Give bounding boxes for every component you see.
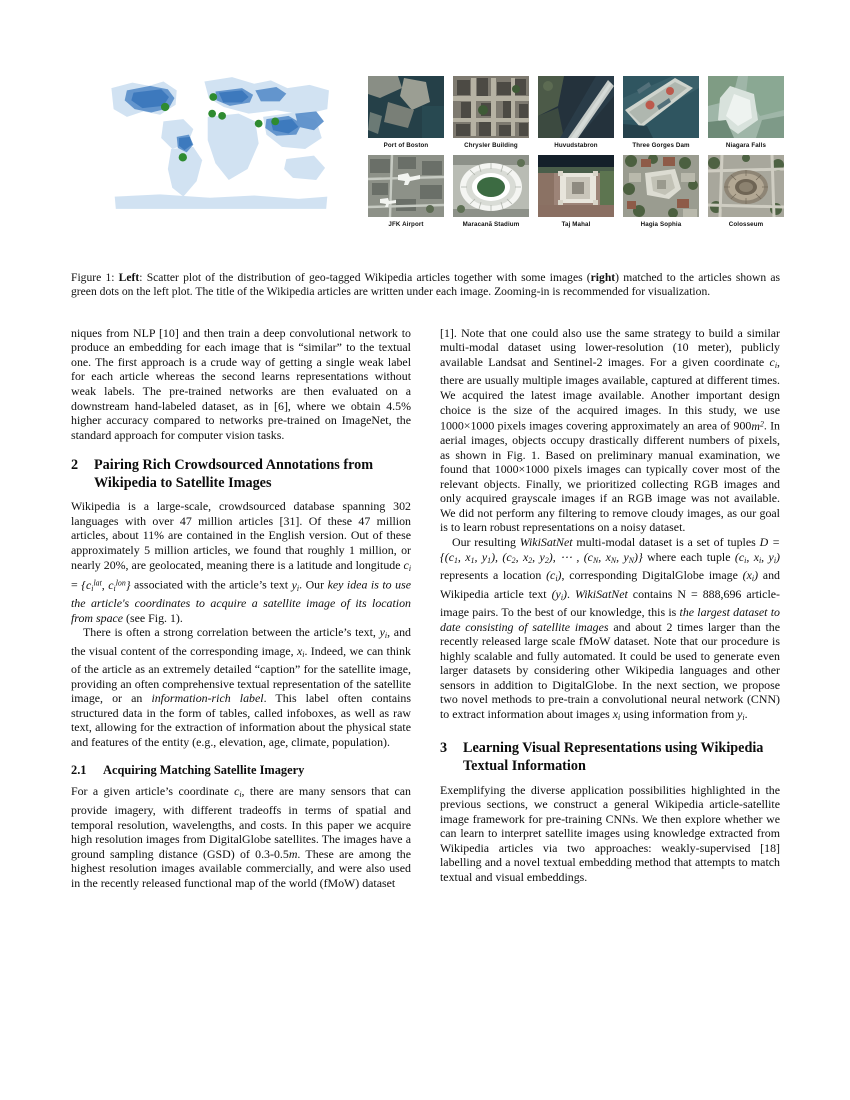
- paragraph-intro-continued: niques from NLP [10] and then train a deep convolutional network to produce an embedding for each image that is “similar” to the textual one. The first approach is a crude way of getting a single weak label for each article whereas the second learns representations without weak labels. The pre-trained networks are then evaluated on a downstream hand-labeled dataset, as in [6], where we obtain 4.5% higher accuracy compared to networks pre-trained on ImageNet, the standard approach for computer vision tasks.: [71, 325, 411, 442]
- satellite-image-airport: [368, 155, 444, 217]
- world-map-svg: [109, 66, 333, 221]
- text-run: and about 2 times larger than the recently released large scale fMoW dataset. Note that our procedure is highly scalable and fully automated. It could be used to generate even larger datasets by considering other Wikipedia languages and other sensors in addition to DigitalGlobe. In the next section, we propose two novel methods to pre-train a convolutional neural network (CNN) to extract information about images: [440, 619, 781, 721]
- text-run: represents a location: [440, 568, 547, 582]
- math-y-i: $y_i$: [291, 577, 300, 593]
- caption-part2: ) matched to the articles shown as green dots on the left plot. The title of the Wikipedia articles are written under each image. Zooming-in is recommended for visualization.: [71, 271, 780, 299]
- satellite-image-bridge: [538, 76, 614, 138]
- math-tuple: ($c_i$, $x_i$, $y_i$): [734, 549, 780, 565]
- paragraph-correlation: [71, 625, 411, 749]
- text-run: using information from: [620, 706, 738, 721]
- caption-bold-left: Left: [118, 271, 140, 284]
- satellite-image-city: [453, 76, 529, 138]
- text-run: . Indeed, we can think of the article as an extremely detailed “caption” for the satellite image, providing an often comprehensive textual representation of the satellite image, or an: [71, 643, 412, 706]
- thumbnail-cell-colosseum[interactable]: [708, 155, 784, 230]
- text-run: where each tuple: [642, 549, 735, 564]
- text-run: (see Fig. 1).: [123, 610, 183, 625]
- text-run: multi-modal dataset is a set of tuples: [572, 534, 760, 549]
- satellite-image-stadium: [453, 155, 529, 217]
- emphasis-key-idea: key idea is to use the article's coordinates to acquire a satellite image of its location from space: [71, 577, 411, 625]
- figure-caption: [71, 271, 780, 300]
- text-run: , there are usually multiple images available, captured at different times. We acquired the latest image available. Another important design choice is the size of the acquired images. In this study, we use 1000×1000 pixels images covering approximately an area of 900: [440, 354, 780, 433]
- thumbnail-cell-port-of-boston[interactable]: [368, 76, 444, 151]
- satellite-image-dam: [623, 76, 699, 138]
- emphasis-info-rich-label: information-rich label: [151, 691, 264, 706]
- thumbnail-cell-chrysler-building[interactable]: [453, 76, 529, 151]
- thumbnail-row-2: [368, 155, 780, 230]
- section-number: 2: [71, 457, 79, 474]
- text-run: .: [744, 706, 748, 721]
- text-run: contains N = 888,696 article-image pairs. To the best of our knowledge, this is: [440, 586, 780, 619]
- caption-prefix: Figure 1:: [71, 271, 119, 284]
- paragraph-acquiring-imagery: [71, 784, 411, 890]
- figure-1: [71, 58, 780, 254]
- text-run: , there are many sensors that can provide imagery, with different tradeoffs in terms of spatial and temporal resolution, wavelengths, and costs. In this paper we acquire high resolution images from DigitalGlobe satellites. The images have a ground sampling distance (GSD) of 0.3-0.5: [71, 784, 411, 861]
- left-column: [71, 326, 411, 890]
- satellite-thumbnail-grid: [368, 58, 780, 230]
- satellite-image-falls: [708, 76, 784, 138]
- text-run: [1]. Note that one could also use the same strategy to build a similar multi-modal dataset using lower-resolution (10 meter), publicly available Landsat and Sentinel-2 images. For a given coordinate: [440, 325, 780, 369]
- math-y-i: $y_i$: [737, 706, 745, 722]
- world-scatter-plot: [71, 58, 333, 248]
- thumbnail-cell-huvudstabron[interactable]: [538, 76, 614, 151]
- text-run: For a given article’s coordinate: [71, 784, 235, 799]
- math-tuple-set: $D = \{(c_1$, $x_1$, $y_1$), ($c_2$, $x_2$, $y_2$), ⋯ , ($c_N$, $x_N$, $y_N$)}: [440, 534, 780, 565]
- thumbnail-cell-hagia-sophia[interactable]: [623, 155, 699, 230]
- text-run: , and the visual content of the corresponding image,: [71, 625, 411, 658]
- thumbnail-cell-maracana-stadium[interactable]: [453, 155, 529, 230]
- math-c-i: $c_i$: [234, 784, 242, 800]
- thumbnail-label: Port of Boston: [383, 142, 429, 149]
- body-columns: [71, 326, 780, 890]
- section-title: Learning Visual Representations using Wikipedia Textual Information: [463, 740, 764, 774]
- thumbnail-cell-jfk-airport[interactable]: [368, 155, 444, 230]
- math-y-i: $(y_i)$: [551, 586, 567, 602]
- paragraph-wikipedia-scale: Wikipedia is a large-scale, crowdsourced database spanning 302 languages with over 47 million articles [31]. Of these 47 million articles, about 11% are contained in the English version. Out of these approximately 5 million articles, we found that roughly 1 million, or nearly 20%, are geolocated, meaning there is a latitude and longitude $c_i = \{c_i^{lat}$, $c_i^{lon}$} associated with the article’s text $y_i$. Our key idea is to use the article's coordinates to acquire a satellite image of its location from space (see Fig. 1).: [71, 499, 411, 625]
- thumbnail-cell-taj-mahal[interactable]: [538, 155, 614, 230]
- caption-bold-right: right: [590, 271, 616, 284]
- thumbnail-cell-niagara-falls[interactable]: [708, 76, 784, 151]
- thumbnail-label: Niagara Falls: [725, 142, 767, 149]
- math-c-i: $(c_i)$: [546, 568, 562, 583]
- thumbnail-cell-three-gorges-dam[interactable]: [623, 76, 699, 151]
- emphasis-largest-dataset: the largest dataset to date consisting of satellite images: [440, 605, 780, 634]
- satellite-image-port: [368, 76, 444, 138]
- thumbnail-label: Huvudstabron: [554, 142, 598, 149]
- math-x-i: $(x_i)$: [742, 568, 759, 583]
- paragraph-wikisatnet-dataset: [440, 535, 780, 725]
- math-m-squared: $m^2$: [751, 418, 764, 433]
- math-x-i: $x_i$: [296, 643, 305, 659]
- text-run: associated with the article’s text: [130, 577, 292, 592]
- section-heading-2: [71, 457, 411, 492]
- thumbnail-label: Chrysler Building: [464, 142, 518, 149]
- thumbnail-label: JFK Airport: [388, 221, 424, 228]
- page-content: [71, 58, 780, 890]
- subsection-title: Acquiring Matching Satellite Imagery: [103, 763, 305, 778]
- math-c-i: $c_i$: [403, 557, 411, 573]
- subsection-heading-2-1: [71, 763, 411, 778]
- math-c-i: $c_i$: [769, 354, 778, 370]
- math-y-i: $y_i$: [379, 625, 388, 641]
- thumbnail-label: Taj Mahal: [561, 221, 591, 228]
- satellite-image-colosseum: [708, 155, 784, 217]
- text-run: Our resulting: [452, 534, 520, 549]
- text-run: , corresponding DigitalGlobe image: [561, 568, 743, 582]
- emphasis-wikisatnet: WikiSatNet: [519, 534, 573, 549]
- emphasis-wikisatnet: WikiSatNet: [574, 586, 628, 601]
- thumbnail-label: Colosseum: [728, 221, 764, 228]
- satellite-image-urban: [623, 155, 699, 217]
- text-run: and Wikipedia article text: [440, 568, 780, 601]
- text-run: . Our: [299, 577, 328, 592]
- caption-part1: : Scatter plot of the distribution of geo-tagged Wikipedia articles together with some images (: [139, 271, 591, 284]
- text-run: .: [566, 586, 575, 601]
- subsection-number: 2.1: [71, 763, 87, 778]
- thumbnail-label: Maracanã Stadium: [462, 221, 520, 228]
- math-lat-lon: {$c_i^{lat}$, $c_i^{lon}$}: [81, 577, 131, 593]
- satellite-image-monument: [538, 155, 614, 217]
- section-title: Pairing Rich Crowdsourced Annotations from Wikipedia to Satellite Images: [94, 457, 374, 491]
- right-column: [440, 326, 780, 890]
- paragraph-exemplifying: Exemplifying the diverse application possibilities highlighted in the previous sections, we construct a general Wikipedia article-satellite image framework for pre-training CNNs. We then explore whether we can learn to interpret satellite images using knowledge extracted from Wikipedia articles via two approaches: weakly-supervised [18] labelling and a novel textual embedding method that attempts to match textual and visual embeddings.: [440, 782, 780, 884]
- text-run: . This label often contains structured data in the form of tables, called infoboxes, as well as raw text, allowing for the extraction of information about the physical state and features of the entity (e.g., elevation, age, climate, population).: [71, 691, 411, 749]
- thumbnail-row-1: [368, 76, 780, 151]
- section-number: 3: [440, 740, 448, 757]
- section-heading-3: [440, 740, 780, 775]
- text-run: . In aerial images, objects occupy drastically different numbers of pixels, as shown in Fig. 1. Based on preliminary manual examination, we found that 1000×1000 pixels images can typically cover most of the relevant objects. Finally, we prioritized collecting RGB images and only acquired grayscale images if an RGB image was not available. We did not perform any filtering to remove cloudy images, as our goal is to learn robust representations on a noisy dataset.: [440, 418, 780, 535]
- paragraph-sensors-continued: [440, 326, 780, 535]
- text-run: . These are among the highest resolution images available commercially, and were also used in the recently released functional map of the world (fMoW) dataset: [71, 846, 411, 890]
- thumbnail-label: Hagia Sophia: [640, 221, 682, 228]
- text-run: Wikipedia is a large-scale, crowdsourced database spanning 302 languages with over 47 million articles [31]. Of these 47 million articles, about 11% are contained in the English version. Out of these approximately 5 million articles, we found that roughly 1 million, or nearly 20%, are geolocated, meaning there is a latitude and longitude: [71, 499, 411, 572]
- math-x-i: $x_i$: [612, 706, 621, 722]
- text-run: There is often a strong correlation between the article’s text,: [83, 625, 380, 640]
- math-meters: m: [288, 846, 298, 861]
- thumbnail-label: Three Gorges Dam: [632, 142, 690, 149]
